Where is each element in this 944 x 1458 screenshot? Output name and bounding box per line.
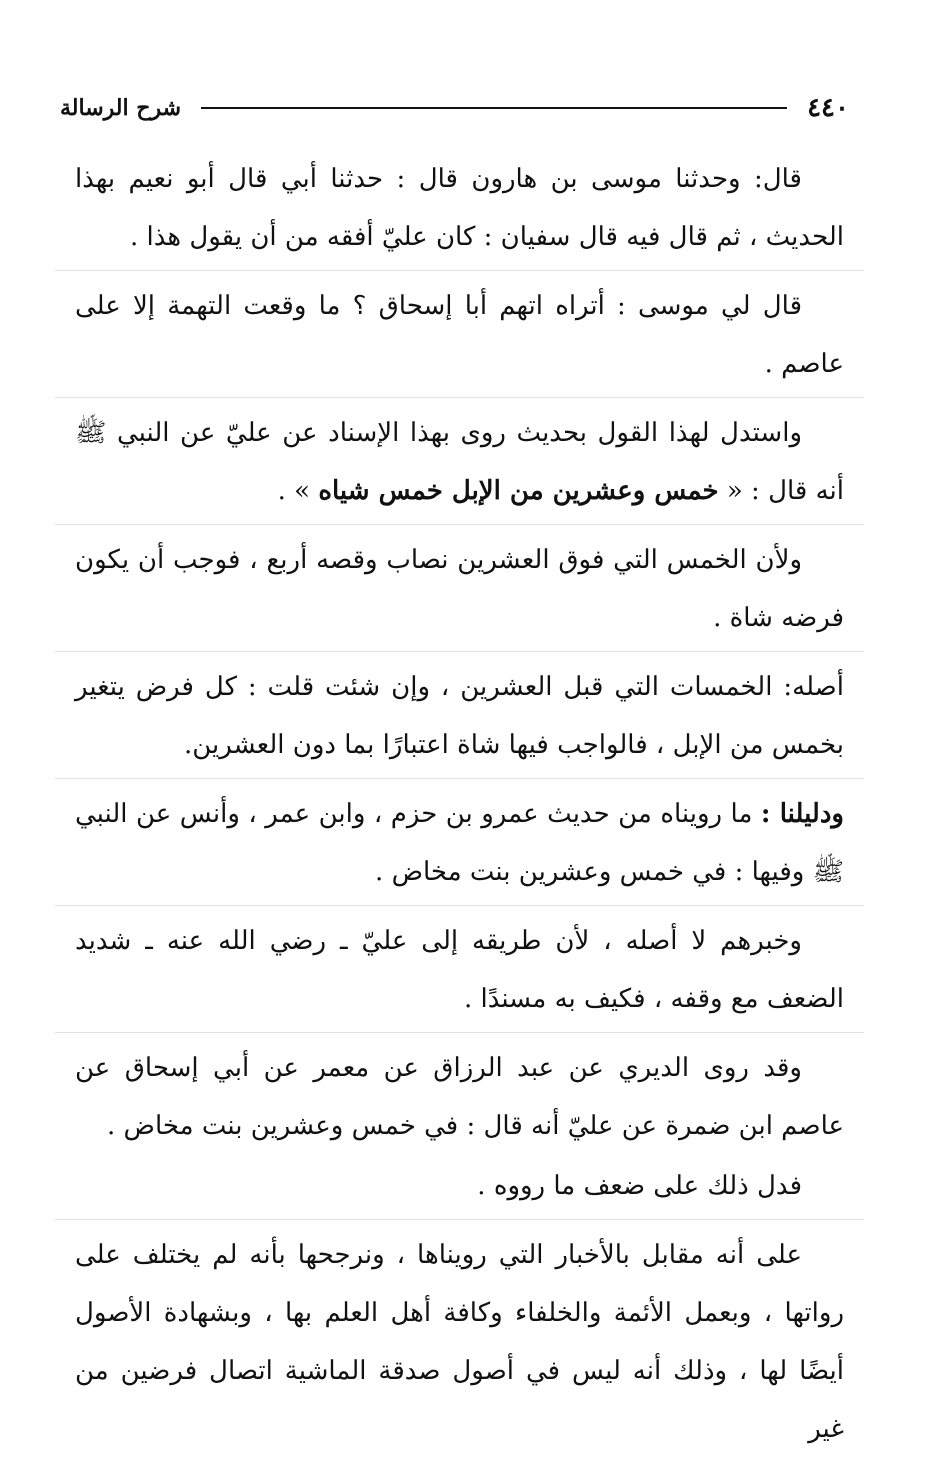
paragraph-6-text: ما رويناه من حديث عمرو بن حزم ، وابن عمر ، وأنس عن النبي ﷺ وفيها : في خمس وعشرين بنت مخاض . xyxy=(75,799,844,887)
divider xyxy=(55,524,864,525)
paragraph-9: فدل ذلك على ضعف ما رووه . xyxy=(477,1171,802,1201)
running-title: شرح الرسالة xyxy=(60,95,182,121)
paragraph-3 xyxy=(75,404,844,520)
paragraph-8: وقد روى الديري عن عبد الرزاق عن معمر عن أبي إسحاق عن عاصم ابن ضمرة عن عليّ أنه قال : في خمس وعشرين بنت مخاض . xyxy=(75,1053,844,1141)
header-rule xyxy=(201,107,787,109)
paragraph-4: ولأن الخمس التي فوق العشرين نصاب وقصه أربع ، فوجب أن يكون فرضه شاة . xyxy=(75,545,844,633)
paragraph-3-tail: » . xyxy=(277,476,319,506)
body-text xyxy=(75,150,844,1444)
hadith-quote: خمس وعشرين من الإبل خمس شياه xyxy=(318,476,719,506)
divider xyxy=(55,905,864,906)
divider xyxy=(55,1032,864,1033)
paragraph-6 xyxy=(75,785,844,901)
paragraph-5: أصله: الخمسات التي قبل العشرين ، وإن شئت قلت : كل فرض يتغير بخمس من الإبل ، فالواجب فيها شاة اعتبارًا بما دون العشرين. xyxy=(75,672,844,760)
paragraph-3-lead: واستدل لهذا القول بحديث روى بهذا الإسناد عن عليّ عن النبي ﷺ أنه قال : « xyxy=(75,418,844,506)
divider xyxy=(55,778,864,779)
evidence-heading: ودليلنا : xyxy=(760,799,844,829)
paragraph-1: قال: وحدثنا موسى بن هارون قال : حدثنا أبي قال أبو نعيم بهذا الحديث ، ثم قال فيه قال سفيان : كان عليّ أفقه من أن يقول هذا . xyxy=(75,164,844,252)
divider xyxy=(55,270,864,271)
page-number: ٤٤٠ xyxy=(807,93,849,123)
page-header xyxy=(60,88,849,128)
paragraph-2: قال لي موسى : أتراه اتهم أبا إسحاق ؟ ما وقعت التهمة إلا على عاصم . xyxy=(75,291,844,379)
paragraph-10: على أنه مقابل بالأخبار التي رويناها ، ونرجحها بأنه لم يختلف على رواتها ، وبعمل الأئمة والخلفاء وكافة أهل العلم بها ، وبشهادة الأصول أيضًا لها ، وذلك أنه ليس في أصول صدقة الماشية اتصال فرضين من غير xyxy=(75,1240,844,1444)
divider xyxy=(55,397,864,398)
divider xyxy=(55,1219,864,1220)
divider xyxy=(55,651,864,652)
paragraph-7: وخبرهم لا أصله ، لأن طريقه إلى عليّ ـ رضي الله عنه ـ شديد الضعف مع وقفه ، فكيف به مسندًا . xyxy=(75,926,844,1014)
